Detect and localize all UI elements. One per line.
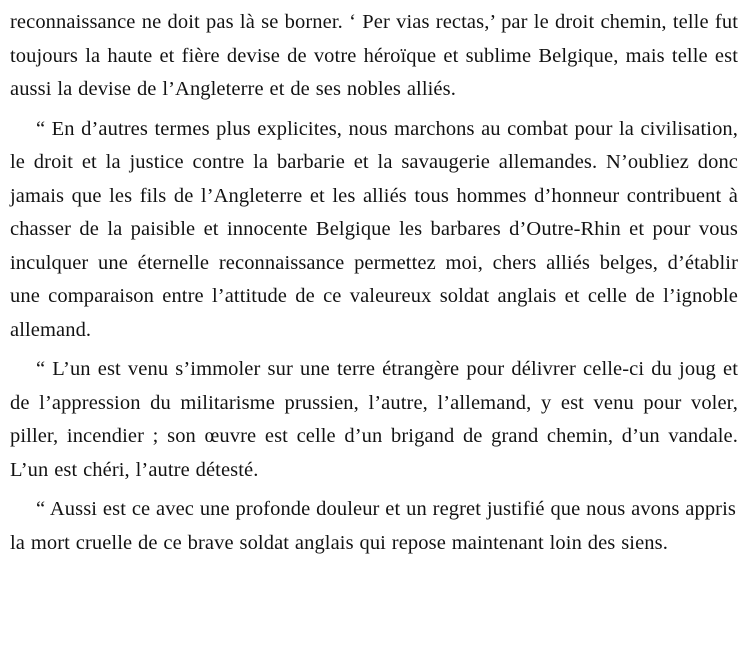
paragraph-4: “ Aussi est ce avec une profonde douleur et un regret justifié que nous avons appris la mort cruelle de ce brave soldat anglais qui repose maintenant loin des siens.: [10, 498, 736, 554]
paragraph-1: reconnaissance ne doit pas là se borner. ‘ Per vias rectas,’ par le droit chemin, telle fut toujours la haute et fière devise de votre héroïque et sublime Belgique, mais telle est aussi la devise de l’Angleterre et de ses nobles alliés.: [10, 11, 738, 100]
paragraph-3: “ L’un est venu s’immoler sur une terre étrangère pour délivrer celle-ci du joug et de l’appression du militarisme prussien, l’autre, l’allemand, y est venu pour voler, piller, incendier ; son œuvre est celle d’un brigand de grand chemin, d’un vandale. L’un est chéri, l’autre détesté.: [10, 358, 738, 481]
paragraph-2: “ En d’autres termes plus explicites, nous marchons au combat pour la civilisation, le droit et la justice contre la barbarie et la savaugerie allemandes. N’oubliez donc jamais que les fils de l’Angleterre et les alliés tous hommes d’honneur contribuent à chasser de la paisible et innocente Belgique les barbares d’Outre-Rhin et pour vous inculquer une éternelle reconnaissance permettez moi, chers alliés belges, d’établir une comparaison entre l’attitude de ce valeureux soldat anglais et celle de l’ignoble allemand.: [10, 117, 738, 341]
